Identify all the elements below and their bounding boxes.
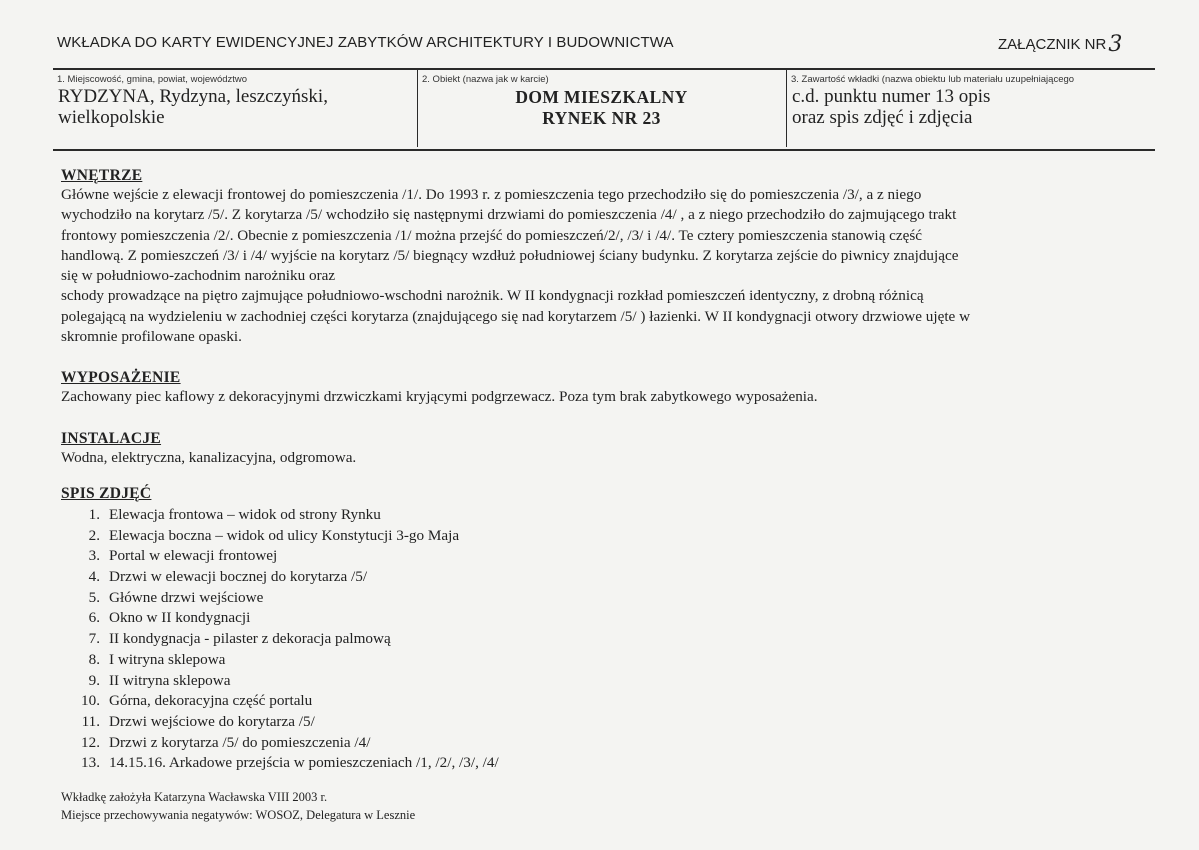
equipment-heading: WYPOSAŻENIE: [61, 369, 181, 387]
photo-list-item: 11. Drzwi wejściowe do korytarza /5/: [81, 713, 315, 730]
location-line-1: RYDZYNA, Rydzyna, leszczyński,: [58, 86, 328, 107]
negatives-storage-note: Miejsce przechowywania negatywów: WOSOZ, Delegatura w Lesznie: [61, 808, 416, 822]
interior-line: handlową. Z pomieszczeń /3/ i /4/ wyjście na korytarz /5/ biegnący wzdłuż południowej ściany budynku. Z korytarza zejście do piwnicy znajdujące: [61, 246, 959, 264]
photo-list-item: 10. Górna, dekoracyjna część portalu: [81, 692, 313, 710]
interior-line: schody prowadzące na piętro zajmujące południowo-wschodni narożnik. W II kondygnacji rozkład pomieszczeń identyczny, z drobną różnicą: [61, 287, 924, 305]
photo-list-item: 12. Drzwi z korytarza /5/ do pomieszczenia /4/: [81, 733, 371, 751]
object-label: 2. Obiekt (nazwa jak w karcie): [422, 74, 549, 85]
annex-number: [998, 32, 1122, 57]
interior-line: wychodziło na korytarz /5/. Z korytarza /5/ wchodziło się następnymi drzwiami do pomieszczenia /4/ , a z niego przechodziło do zajmującego trakt: [61, 206, 957, 224]
photo-list-item: 7. II kondygnacja - pilaster z dekoracja palmową: [88, 630, 391, 648]
interior-heading: WNĘTRZE: [61, 167, 143, 184]
photo-list-item: 1. Elewacja frontowa – widok od strony Rynku: [88, 505, 381, 523]
object-line-1: DOM MIESZKALNY: [515, 87, 688, 107]
interior-text: [61, 185, 1091, 347]
object-line-2: RYNEK NR 23: [542, 108, 661, 128]
location-label: 1. Miejscowość, gmina, powiat, województwo: [57, 74, 248, 85]
photo-list-item: 6. Okno w II kondygnacji: [88, 609, 251, 627]
photo-list-heading: SPIS ZDJĘĆ: [61, 484, 152, 502]
annex-handwritten-number: 3: [1108, 32, 1123, 57]
photo-list-item: 4. Drzwi w elewacji bocznej do korytarza /5/: [88, 568, 368, 586]
photo-list-item: 9. II witryna sklepowa: [88, 671, 231, 689]
contents-line-1: c.d. punktu numer 13 opis: [792, 86, 991, 107]
document-title: WKŁADKA DO KARTY EWIDENCYJNEJ ZABYTKÓW ARCHITEKTURY I BUDOWNICTWA: [57, 34, 674, 51]
contents-line-2: oraz spis zdjęć i zdjęcia: [792, 107, 973, 128]
photo-list-item: 13. 14.15.16. Arkadowe przejścia w pomieszczeniach /1, /2/, /3/, /4/: [81, 754, 499, 772]
photo-list-item: 8. I witryna sklepowa: [88, 650, 226, 668]
equipment-text: Zachowany piec kaflowy z dekoracyjnymi drzwiczkami kryjącymi podgrzewacz. Poza tym brak zabytkowego wyposażenia.: [61, 388, 818, 406]
installations-text: Wodna, elektryczna, kanalizacyjna, odgromowa.: [61, 448, 357, 466]
interior-line: polegającą na wydzieleniu w zachodniej części korytarza (znajdującego się nad korytarzem /5/ ) łazienki. W II kondygnacji otwory drzwiowe ujęte w: [61, 307, 971, 325]
photo-list-item: 5. Główne drzwi wejściowe: [88, 588, 264, 606]
contents-value: [792, 86, 1156, 128]
interior-line: frontowy pomieszczenia /2/. Obecnie z pomieszczenia /1/ można przejść do pomieszczeń/2/, /3/ i /4/. Te cztery pomieszczenia stanowią część: [61, 226, 923, 244]
annex-label: ZAŁĄCZNIK NR: [998, 36, 1107, 53]
interior-line: Główne wejście z elewacji frontowej do pomieszczenia /1/. Do 1993 r. z pomieszczenia tego przechodziło się do pomieszczenia /3/, a z niego: [61, 186, 922, 203]
object-cell: [417, 70, 785, 147]
installations-heading: INSTALACJE: [61, 429, 162, 447]
contents-label: 3. Zawartość wkładki (nazwa obiektu lub materiału uzupełniającego: [791, 74, 1075, 85]
location-line-2: wielkopolskie: [58, 107, 165, 128]
contents-cell: [786, 70, 1156, 147]
photo-list-item: 2. Elewacja boczna – widok od ulicy Konstytucji 3-go Maja: [88, 526, 460, 544]
object-value: [418, 87, 785, 129]
interior-line: skromnie profilowane opaski.: [61, 328, 242, 346]
document-body: [61, 167, 1091, 774]
photo-list-item: 3. Portal w elewacji frontowej: [88, 547, 278, 565]
author-note: Wkładkę założyła Katarzyna Wacławska VIII 2003 r.: [61, 790, 328, 804]
photo-list: [61, 505, 1091, 774]
info-table: [53, 68, 1155, 151]
location-value: [58, 86, 415, 128]
interior-line: się w południowo-zachodnim narożniku oraz: [61, 267, 336, 285]
location-cell: [53, 70, 415, 147]
document-footer: [61, 788, 415, 824]
